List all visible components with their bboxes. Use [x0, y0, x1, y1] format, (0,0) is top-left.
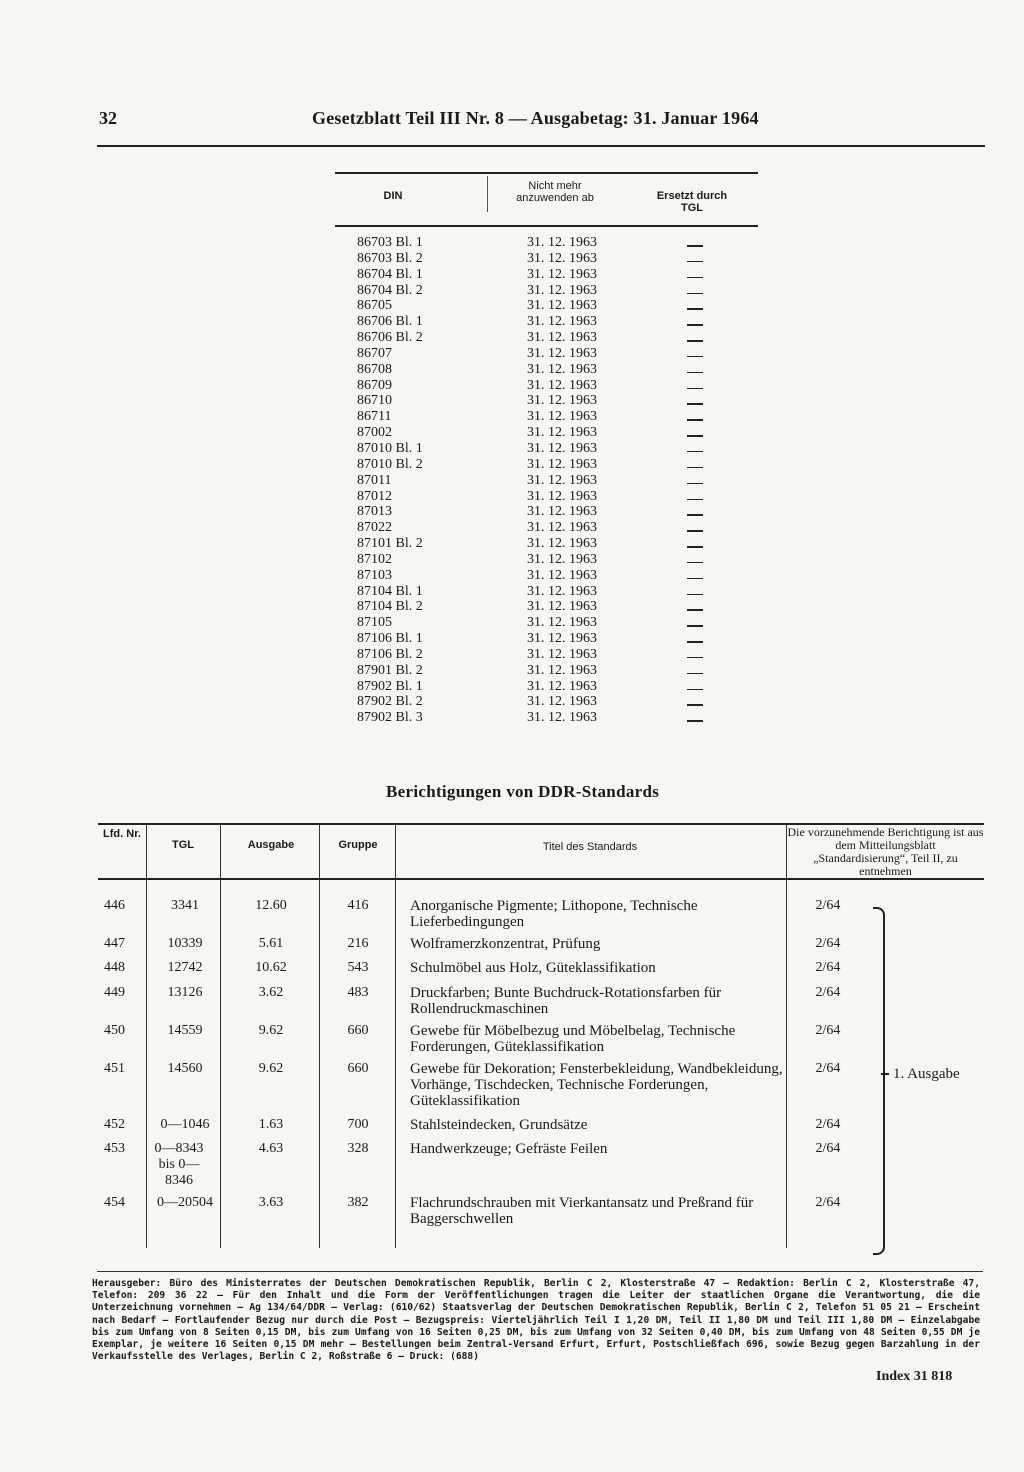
not-applicable-date: 31. 12. 1963	[527, 409, 597, 425]
din-table-row	[335, 520, 758, 536]
din-number: 87902 Bl. 2	[357, 694, 423, 710]
din-number: 86703 Bl. 2	[357, 250, 423, 266]
row-number: 452	[104, 1117, 125, 1132]
replacement-dash	[687, 689, 703, 691]
din-number: 87901 Bl. 2	[357, 662, 423, 678]
standard-title: Gewebe für Möbelbezug und Möbelbelag, Technische Forderungen, Güteklassifikation	[410, 1023, 736, 1055]
din-number: 87902 Bl. 3	[357, 710, 423, 726]
not-applicable-date: 31. 12. 1963	[527, 567, 597, 583]
right-brace	[873, 907, 885, 1255]
din-table-top-rule	[335, 172, 758, 174]
correction-reference: 2/64	[815, 1117, 841, 1132]
not-applicable-date: 31. 12. 1963	[527, 615, 597, 631]
din-number: 86709	[357, 377, 392, 393]
not-applicable-date: 31. 12. 1963	[527, 678, 597, 694]
not-applicable-date: 31. 12. 1963	[527, 631, 597, 647]
din-number: 86703 Bl. 1	[357, 235, 423, 250]
edition: 4.63	[258, 1141, 284, 1156]
replacement-dash	[687, 388, 703, 390]
din-number: 87010 Bl. 2	[357, 456, 423, 472]
not-applicable-date: 31. 12. 1963	[527, 583, 597, 599]
standard-title: Gewebe für Dekoration; Fensterbekleidung, Wandbekleidung, Vorhänge, Tischdecken, Technische Forderungen, Güteklassifikation	[410, 1061, 783, 1109]
not-applicable-date: 31. 12. 1963	[527, 520, 597, 536]
din-number: 87105	[357, 615, 392, 631]
group: 416	[347, 898, 369, 913]
not-applicable-date: 31. 12. 1963	[527, 282, 597, 298]
header-rule	[97, 145, 985, 147]
din-table-row	[335, 409, 758, 425]
index-number: Index 31 818	[876, 1369, 953, 1384]
not-applicable-date: 31. 12. 1963	[527, 599, 597, 615]
corrections-header-rule	[98, 878, 984, 880]
row-number: 448	[104, 960, 125, 975]
brace-label: 1. Ausgabe	[893, 1066, 960, 1082]
replacement-dash	[687, 641, 703, 643]
not-applicable-column-header: Nicht mehr anzuwenden ab	[516, 180, 594, 204]
edition: 5.61	[258, 936, 284, 951]
replacement-dash	[687, 324, 703, 326]
din-number: 87013	[357, 504, 392, 520]
group: 700	[347, 1117, 369, 1132]
din-number: 87104 Bl. 1	[357, 583, 423, 599]
titel-column-header: Titel des Standards	[542, 841, 638, 853]
din-table-row	[335, 267, 758, 283]
not-applicable-date: 31. 12. 1963	[527, 710, 597, 726]
tgl-number: 13126	[167, 985, 203, 1000]
correction-reference: 2/64	[815, 936, 841, 951]
tgl-number: 14560	[167, 1061, 203, 1076]
not-applicable-date: 31. 12. 1963	[527, 377, 597, 393]
replacement-dash	[687, 530, 703, 532]
din-table-row	[335, 314, 758, 330]
din-table-row	[335, 251, 758, 267]
correction-reference: 2/64	[815, 1023, 841, 1038]
tgl-number: 0—1046	[160, 1117, 210, 1132]
din-number: 86707	[357, 345, 392, 361]
din-number: 86705	[357, 298, 392, 314]
replacement-dash	[687, 245, 703, 247]
not-applicable-date: 31. 12. 1963	[527, 440, 597, 456]
din-table-row	[335, 599, 758, 615]
edition: 3.63	[258, 1195, 284, 1210]
din-table-row	[335, 679, 758, 695]
not-applicable-date: 31. 12. 1963	[527, 314, 597, 330]
tgl-number: 3341	[171, 898, 199, 913]
row-number: 449	[104, 985, 125, 1000]
din-table-row	[335, 378, 758, 394]
replacement-dash	[687, 673, 703, 675]
not-applicable-date: 31. 12. 1963	[527, 472, 597, 488]
replacement-dash	[687, 308, 703, 310]
not-applicable-date: 31. 12. 1963	[527, 266, 597, 282]
corrections-table	[98, 823, 984, 1250]
gruppe-column-header: Gruppe	[338, 839, 378, 851]
standard-title: Anorganische Pigmente; Lithopone, Technische Lieferbedingungen	[410, 898, 698, 930]
din-number: 86704 Bl. 2	[357, 282, 423, 298]
tgl-number: 12742	[167, 960, 203, 975]
standard-title: Stahlsteindecken, Grundsätze	[410, 1117, 588, 1133]
not-applicable-date: 31. 12. 1963	[527, 235, 597, 250]
row-number: 451	[104, 1061, 125, 1076]
edition: 9.62	[258, 1061, 284, 1076]
din-table-row	[335, 536, 758, 552]
column-divider	[395, 823, 396, 1248]
not-applicable-date: 31. 12. 1963	[527, 504, 597, 520]
din-table-row	[335, 473, 758, 489]
replacement-dash	[687, 356, 703, 358]
replacement-dash	[687, 562, 703, 564]
replacement-dash	[687, 403, 703, 405]
not-applicable-date: 31. 12. 1963	[527, 456, 597, 472]
not-applicable-date: 31. 12. 1963	[527, 393, 597, 409]
tgl-number: 0—8343 bis 0—8346	[154, 1141, 204, 1188]
din-table-row	[335, 615, 758, 631]
nr-column-header: Lfd. Nr.	[103, 828, 141, 840]
din-number: 86704 Bl. 1	[357, 266, 423, 282]
din-number: 87010 Bl. 1	[357, 440, 423, 456]
not-applicable-date: 31. 12. 1963	[527, 425, 597, 441]
replacement-dash	[687, 340, 703, 342]
din-table-row	[335, 694, 758, 710]
correction-reference: 2/64	[815, 898, 841, 913]
din-table-row	[335, 663, 758, 679]
din-number: 87101 Bl. 2	[357, 536, 423, 552]
replacement-dash	[687, 720, 703, 722]
replacement-dash	[687, 419, 703, 421]
row-number: 450	[104, 1023, 125, 1038]
din-number: 87011	[357, 472, 392, 488]
group: 483	[347, 985, 369, 1000]
replacement-dash	[687, 277, 703, 279]
din-number: 86706 Bl. 1	[357, 314, 423, 330]
column-divider	[786, 823, 787, 1248]
not-applicable-date: 31. 12. 1963	[527, 361, 597, 377]
replacement-dash	[687, 704, 703, 706]
din-number: 87103	[357, 567, 392, 583]
din-number: 87102	[357, 551, 392, 567]
replacement-dash	[687, 372, 703, 374]
din-table-row	[335, 647, 758, 663]
edition: 10.62	[255, 960, 287, 975]
not-applicable-date: 31. 12. 1963	[527, 662, 597, 678]
correction-note-column-header: Die vorzunehmende Berichtigung ist aus dem Mitteilungsblatt „Standardisierung“, Teil II, zu entnehmen	[787, 825, 984, 878]
group: 543	[347, 960, 369, 975]
din-number: 87022	[357, 520, 392, 536]
din-table-row	[335, 504, 758, 520]
group: 382	[347, 1195, 369, 1210]
din-table-row	[335, 457, 758, 473]
din-table-row	[335, 393, 758, 409]
replacement-dash	[687, 609, 703, 611]
row-number: 453	[104, 1141, 125, 1156]
din-table-row	[335, 489, 758, 505]
din-table-row	[335, 425, 758, 441]
din-header-separator	[487, 176, 488, 212]
edition: 12.60	[255, 898, 287, 913]
replacement-dash	[687, 467, 703, 469]
din-number: 87106 Bl. 2	[357, 646, 423, 662]
replacement-dash	[687, 594, 703, 596]
correction-reference: 2/64	[815, 985, 841, 1000]
din-column-header: DIN	[383, 190, 403, 202]
edition: 3.62	[258, 985, 284, 1000]
correction-reference: 2/64	[815, 960, 841, 975]
edition: 1.63	[258, 1117, 284, 1132]
din-table-row	[335, 441, 758, 457]
standard-title: Druckfarben; Bunte Buchdruck-Rotationsfarben für Rollendruckmaschinen	[410, 985, 722, 1017]
din-number: 86706 Bl. 2	[357, 330, 423, 346]
din-table-row	[335, 552, 758, 568]
din-number: 86711	[357, 409, 392, 425]
replacement-dash	[687, 657, 703, 659]
din-table-body	[335, 235, 758, 726]
replacement-dash	[687, 451, 703, 453]
not-applicable-date: 31. 12. 1963	[527, 694, 597, 710]
din-number: 86708	[357, 361, 392, 377]
not-applicable-date: 31. 12. 1963	[527, 536, 597, 552]
din-table-row	[335, 235, 758, 251]
page-number: 32	[99, 108, 117, 128]
column-divider	[319, 823, 320, 1248]
din-table-row	[335, 298, 758, 314]
correction-reference: 2/64	[815, 1061, 841, 1076]
group: 660	[347, 1061, 369, 1076]
din-number: 87902 Bl. 1	[357, 678, 423, 694]
din-table-header-rule	[335, 225, 758, 227]
replacement-dash	[687, 435, 703, 437]
group: 216	[347, 936, 369, 951]
correction-reference: 2/64	[815, 1141, 841, 1156]
tgl-number: 14559	[167, 1023, 203, 1038]
replacement-dash	[687, 546, 703, 548]
group: 328	[347, 1141, 369, 1156]
replaced-by-column-header: Ersetzt durch TGL	[656, 190, 728, 214]
din-table-row	[335, 568, 758, 584]
replacement-dash	[687, 514, 703, 516]
page-header: Gesetzblatt Teil III Nr. 8 — Ausgabetag: 31. Januar 1964	[312, 108, 759, 128]
imprint-footer	[92, 1278, 980, 1363]
replacement-dash	[687, 261, 703, 263]
footer-rule	[97, 1271, 983, 1272]
din-table-row	[335, 362, 758, 378]
not-applicable-date: 31. 12. 1963	[527, 551, 597, 567]
replacement-dash	[687, 625, 703, 627]
din-table-row	[335, 330, 758, 346]
section-title: Berichtigungen von DDR-Standards	[386, 782, 660, 801]
din-number: 87002	[357, 425, 392, 441]
standard-title: Schulmöbel aus Holz, Güteklassifikation	[410, 960, 656, 976]
din-table-row	[335, 346, 758, 362]
din-number: 87012	[357, 488, 392, 504]
replacement-dash	[687, 499, 703, 501]
replacement-dash	[687, 483, 703, 485]
standard-title: Handwerkzeuge; Gefräste Feilen	[410, 1141, 608, 1157]
din-table-row	[335, 710, 758, 726]
group: 660	[347, 1023, 369, 1038]
standard-title: Wolframerzkonzentrat, Prüfung	[410, 936, 601, 952]
din-table-row	[335, 584, 758, 600]
imprint-text: Herausgeber: Büro des Ministerrates der Deutschen Demokratischen Republik, Berlin C 2, Klosterstraße 47 — Redaktion: Berlin C 2, Klosterstraße 47, Telefon: 209 36 22 — Für den Inhalt und die Form der Veröffentlichungen tragen die Leiter der staatlichen Organe die Verantwortung, die die Unterzeichnung vornehmen — Ag 134/64/DDR — Verlag: (610/62) Staatsverlag der Deutschen Demokratischen Republik, Berlin C 2, Telefon 51 05 21 — Erscheint nach Bedarf — Fortlaufender Bezug nur durch die Post — Bezugspreis: Vierteljährlich Teil I 1,20 DM, Teil II 1,80 DM und Teil III 1,80 DM — Einzelabgabe bis zum Umfang von 8 Seiten 0,15 DM, bis zum Umfang von 16 Seiten 0,25 DM, bis zum Umfang von 32 Seiten 0,40 DM, bis zum Umfang von 48 Seiten 0,55 DM je Exemplar, je weitere 16 Seiten 0,15 DM mehr — Bestellungen beim Zentral-Versand Erfurt, Erfurt, Postschließfach 696, sowie Bezug gegen Barzahlung in der Verkaufsstelle des Verlages, Berlin C 2, Roßstraße 6 — Druck: (688)	[92, 1278, 980, 1363]
brace-tip	[881, 1073, 889, 1075]
not-applicable-date: 31. 12. 1963	[527, 646, 597, 662]
tgl-number: 0—20504	[157, 1195, 213, 1210]
din-table-row	[335, 631, 758, 647]
din-number: 87106 Bl. 1	[357, 631, 423, 647]
replacement-dash	[687, 578, 703, 580]
not-applicable-date: 31. 12. 1963	[527, 488, 597, 504]
not-applicable-date: 31. 12. 1963	[527, 330, 597, 346]
din-number: 86710	[357, 393, 392, 409]
row-number: 447	[104, 936, 125, 951]
din-table-row	[335, 283, 758, 299]
ausgabe-column-header: Ausgabe	[247, 839, 295, 851]
not-applicable-date: 31. 12. 1963	[527, 250, 597, 266]
replacement-dash	[687, 293, 703, 295]
standard-title: Flachrundschrauben mit Vierkantansatz und Preßrand für Baggerschwellen	[410, 1195, 754, 1227]
correction-reference: 2/64	[815, 1195, 841, 1210]
row-number: 454	[104, 1195, 125, 1210]
row-number: 446	[104, 898, 125, 913]
tgl-column-header: TGL	[172, 839, 194, 851]
not-applicable-date: 31. 12. 1963	[527, 298, 597, 314]
not-applicable-date: 31. 12. 1963	[527, 345, 597, 361]
tgl-number: 10339	[167, 936, 203, 951]
column-divider	[146, 823, 147, 1248]
din-number: 87104 Bl. 2	[357, 599, 423, 615]
edition: 9.62	[258, 1023, 284, 1038]
